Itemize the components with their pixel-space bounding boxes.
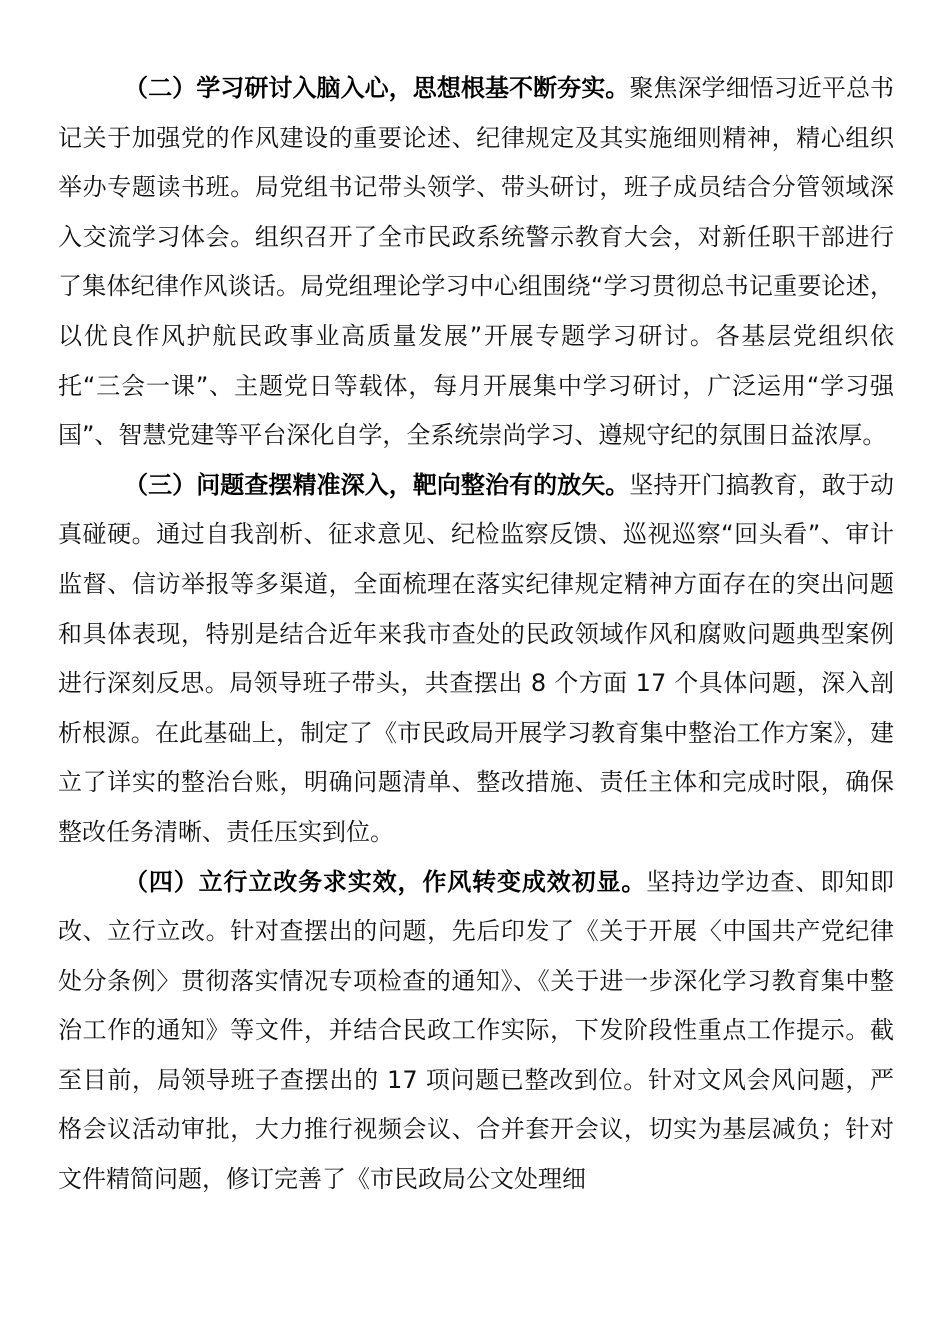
section-heading-2: （二）学习研讨入脑入心，思想根基不断夯实。 (124, 74, 630, 102)
paragraph-section-3 (58, 461, 894, 858)
paragraph-section-4 (58, 858, 894, 1205)
section-body-2: 聚焦深学细悟习近平总书记关于加强党的作风建设的重要论述、纪律规定及其实施细则精神，精心组织举办专题读书班。局党组书记带头领学、带头研讨，班子成员结合分管领域深入交流学习体会。组织召开了全市民政系统警示教育大会，对新任职干部进行了集体纪律作风谈话。局党组理论学习中心组围绕“学习贯彻总书记重要论述，以优良作风护航民政事业高质量发展”开展专题学习研讨。各基层党组织依托“三会一课”、主题党日等载体，每月开展集中学习研讨，广泛运用“学习强国”、智慧党建等平台深化自学，全系统崇尚学习、遵规守纪的氛围日益浓厚。 (58, 74, 895, 450)
document-body (58, 64, 894, 1205)
section-heading-4: （四）立行立改务求实效，作风转变成效初显。 (124, 867, 647, 896)
paragraph-section-2 (58, 64, 894, 461)
section-body-4: 坚持边学边查、即知即改、立行立改。针对查摆出的问题，先后印发了《关于开展〈中国共产党纪律处分条例〉贯彻落实情况专项检查的通知》、《关于进一步深化学习教育集中整治工作的通知》等文件，并结合民政工作实际，下发阶段性重点工作提示。截至目前，局领导班子查摆出的 17 项问题已整改到位。针对文风会风问题，严格会议活动审批，大力推行视频会议、合并套开会议，切实为基层减负；针对文件精简问题，修订完善了《市民政局公文处理细 (58, 867, 895, 1194)
section-body-3: 坚持开门搞教育，敢于动真碰硬。通过自我剖析、征求意见、纪检监察反馈、巡视巡察“回头看”、审计监督、信访举报等多渠道，全面梳理在落实纪律规定精神方面存在的突出问题和具体表现，特别是结合近年来我市查处的民政领域作风和腐败问题典型案例进行深刻反思。局领导班子带头，共查摆出 8 个方面 17 个具体问题，深入剖析根源。在此基础上，制定了《市民政局开展学习教育集中整治工作方案》，建立了详实的整治台账，明确问题清单、整改措施、责任主体和完成时限，确保整改任务清晰、责任压实到位。 (58, 470, 895, 846)
section-heading-3: （三）问题查摆精准深入，靶向整治有的放矢。 (124, 470, 630, 499)
